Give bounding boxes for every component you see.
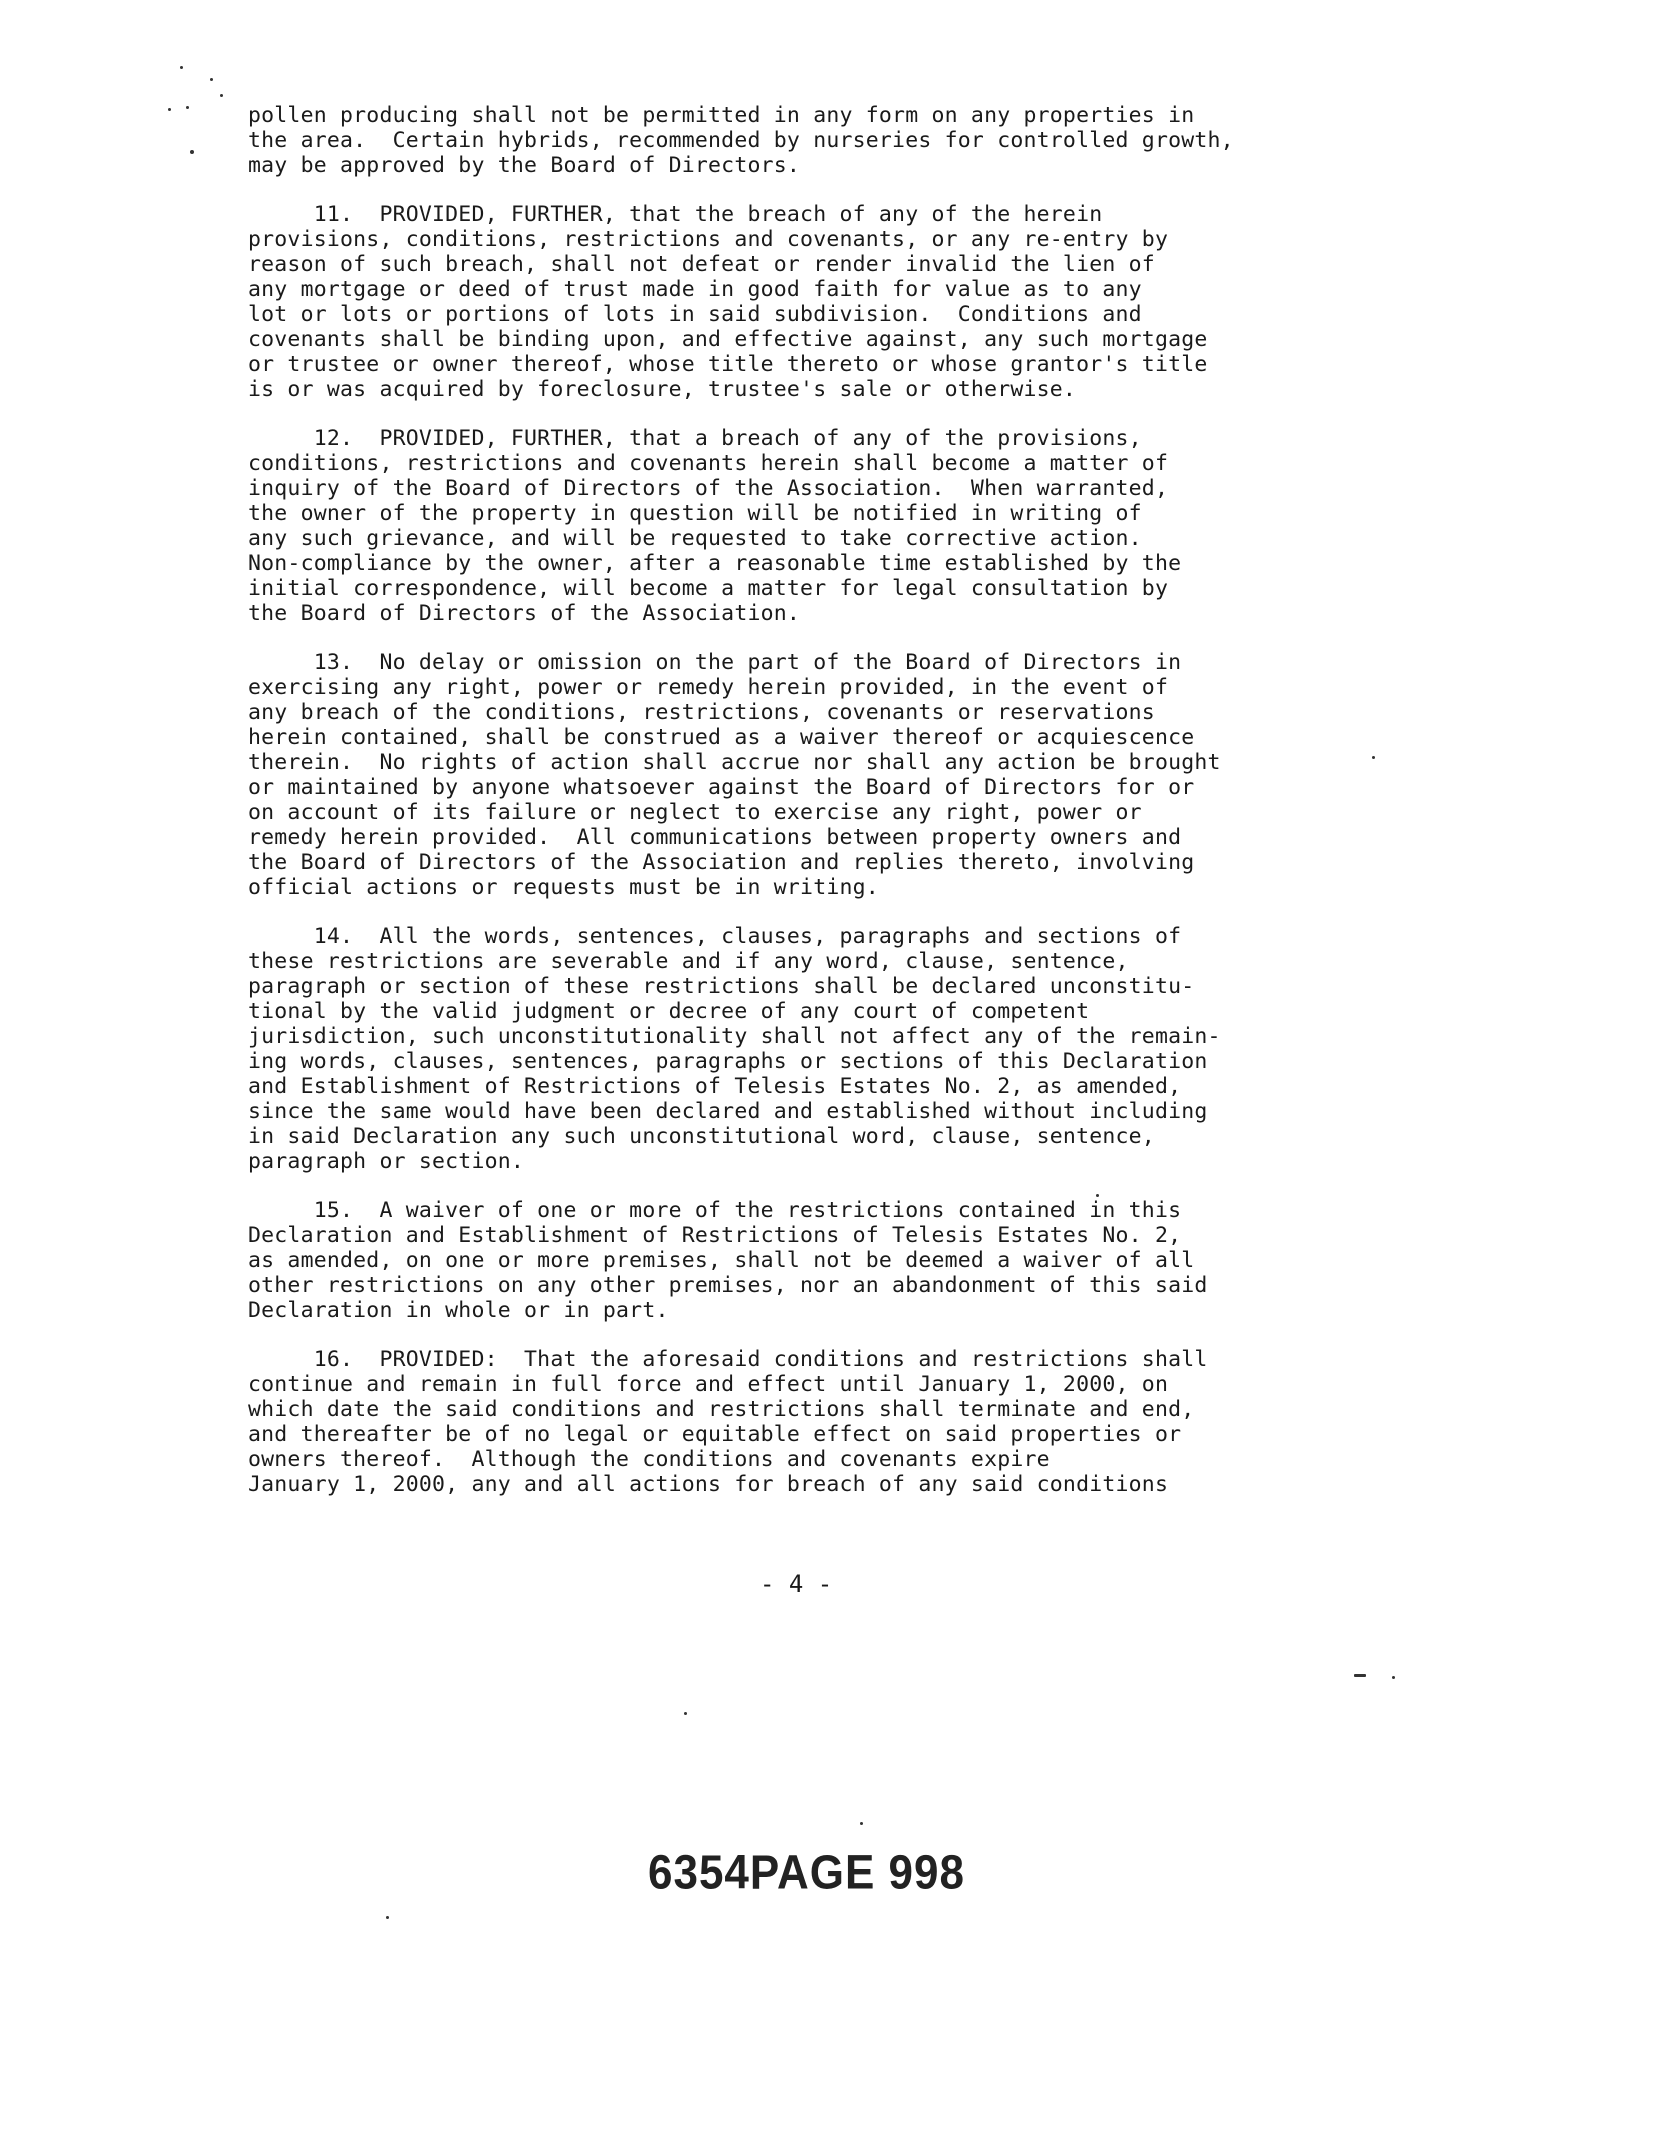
text-line: 14. All the words, sentences, clauses, paragraphs and sections of [248, 924, 1182, 949]
text-line: jurisdiction, such unconstitutionality shall not affect any of the remain- [248, 1024, 1221, 1049]
text-line: Non-compliance by the owner, after a reasonable time established by the [248, 551, 1182, 576]
text-line: these restrictions are severable and if any word, clause, sentence, [248, 949, 1129, 974]
text-line: the area. Certain hybrids, recommended by nurseries for controlled growth, [248, 128, 1234, 153]
text-line: ing words, clauses, sentences, paragraphs or sections of this Declaration [248, 1049, 1208, 1074]
text-line: pollen producing shall not be permitted in any form on any properties in [248, 103, 1195, 128]
text-line: Declaration and Establishment of Restrictions of Telesis Estates No. 2, [248, 1223, 1182, 1248]
scan-speck [684, 1712, 687, 1715]
text-line: and thereafter be of no legal or equitable effect on said properties or [248, 1422, 1182, 1447]
scan-speck [1096, 1194, 1099, 1197]
text-line: Declaration in whole or in part. [248, 1298, 669, 1323]
text-line: on account of its failure or neglect to exercise any right, power or [248, 800, 1142, 825]
paragraph-15 [248, 1198, 1378, 1323]
text-line: provisions, conditions, restrictions and covenants, or any re-entry by [248, 227, 1169, 252]
scan-speck [1392, 1676, 1395, 1679]
paragraph-14 [248, 924, 1378, 1174]
scan-speck [186, 106, 189, 109]
text-line: inquiry of the Board of Directors of the Association. When warranted, [248, 476, 1169, 501]
text-line: the owner of the property in question will be notified in writing of [248, 501, 1142, 526]
text-line: January 1, 2000, any and all actions for breach of any said conditions [248, 1472, 1169, 1497]
text-line: in said Declaration any such unconstitutional word, clause, sentence, [248, 1124, 1155, 1149]
text-line: therein. No rights of action shall accrue nor shall any action be brought [248, 750, 1221, 775]
text-line: since the same would have been declared and established without including [248, 1099, 1208, 1124]
paragraph-12 [248, 426, 1378, 626]
page-number: - 4 - [760, 1570, 833, 1598]
scan-speck [180, 66, 183, 69]
scan-speck [1372, 756, 1375, 759]
scan-speck [386, 1916, 389, 1919]
text-line: other restrictions on any other premises, nor an abandonment of this said [248, 1273, 1208, 1298]
text-line: initial correspondence, will become a matter for legal consultation by [248, 576, 1169, 601]
paragraph-13 [248, 650, 1378, 900]
text-line: covenants shall be binding upon, and effective against, any such mortgage [248, 327, 1208, 352]
text-line: conditions, restrictions and covenants herein shall become a matter of [248, 451, 1169, 476]
text-line: herein contained, shall be construed as a waiver thereof or acquiescence [248, 725, 1195, 750]
text-line: the Board of Directors of the Association and replies thereto, involving [248, 850, 1195, 875]
text-line: remedy herein provided. All communications between property owners and [248, 825, 1182, 850]
scan-speck [190, 150, 194, 154]
document-body [248, 103, 1378, 1521]
text-line: any breach of the conditions, restrictions, covenants or reservations [248, 700, 1155, 725]
text-line: as amended, on one or more premises, shall not be deemed a waiver of all [248, 1248, 1195, 1273]
text-line: may be approved by the Board of Directors. [248, 153, 801, 178]
paragraph-continuation [248, 103, 1378, 178]
scan-speck [220, 94, 223, 97]
text-line: paragraph or section of these restrictions shall be declared unconstitu- [248, 974, 1195, 999]
text-line: the Board of Directors of the Association. [248, 601, 801, 626]
text-line: and Establishment of Restrictions of Telesis Estates No. 2, as amended, [248, 1074, 1182, 1099]
text-line: tional by the valid judgment or decree of any court of competent [248, 999, 1090, 1024]
text-line: exercising any right, power or remedy herein provided, in the event of [248, 675, 1169, 700]
text-line: or maintained by anyone whatsoever against the Board of Directors for or [248, 775, 1195, 800]
text-line: paragraph or section. [248, 1149, 525, 1174]
text-line: owners thereof. Although the conditions and covenants expire [248, 1447, 1050, 1472]
text-line: reason of such breach, shall not defeat or render invalid the lien of [248, 252, 1155, 277]
text-line: or trustee or owner thereof, whose title thereto or whose grantor's title [248, 352, 1208, 377]
recording-stamp: 6354PAGE 998 [648, 1845, 965, 1900]
text-line: continue and remain in full force and effect until January 1, 2000, on [248, 1372, 1169, 1397]
text-line: 13. No delay or omission on the part of the Board of Directors in [248, 650, 1182, 675]
scan-speck [1354, 1674, 1366, 1677]
text-line: 12. PROVIDED, FURTHER, that a breach of any of the provisions, [248, 426, 1142, 451]
scan-speck [210, 78, 213, 81]
text-line: is or was acquired by foreclosure, trustee's sale or otherwise. [248, 377, 1077, 402]
scan-speck [168, 108, 171, 111]
paragraph-11 [248, 202, 1378, 402]
text-line: official actions or requests must be in writing. [248, 875, 879, 900]
scan-speck [860, 1822, 863, 1825]
text-line: which date the said conditions and restrictions shall terminate and end, [248, 1397, 1195, 1422]
text-line: 16. PROVIDED: That the aforesaid conditions and restrictions shall [248, 1347, 1208, 1372]
text-line: 11. PROVIDED, FURTHER, that the breach of any of the herein [248, 202, 1103, 227]
text-line: 15. A waiver of one or more of the restrictions contained in this [248, 1198, 1182, 1223]
text-line: any such grievance, and will be requested to take corrective action. [248, 526, 1142, 551]
text-line: lot or lots or portions of lots in said subdivision. Conditions and [248, 302, 1142, 327]
paragraph-16 [248, 1347, 1378, 1497]
text-line: any mortgage or deed of trust made in good faith for value as to any [248, 277, 1142, 302]
